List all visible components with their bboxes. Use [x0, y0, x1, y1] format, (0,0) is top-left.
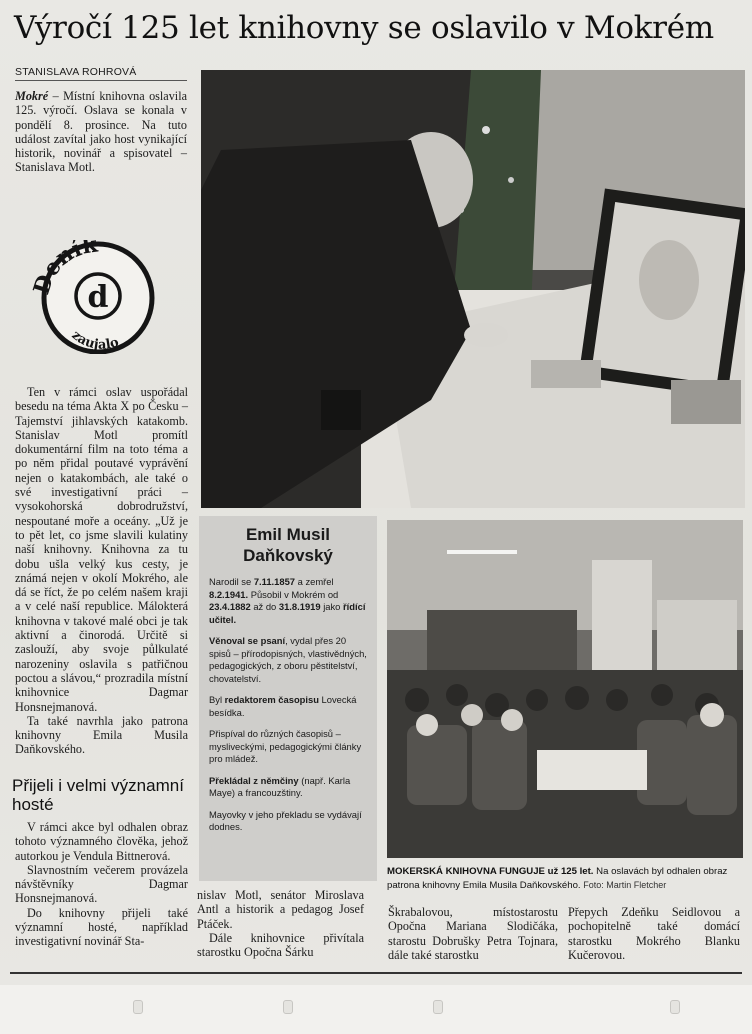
info-box-para: Byl redaktorem časopisu Lovecká besídka. [209, 694, 357, 718]
headline: Výročí 125 let knihovny se oslavilo v Mokrém [14, 10, 714, 46]
body1-para: Ten v rámci oslav uspořádal besedu na téma Akta X po Česku – Tajemství jihlavských katakomb. Stanislav Motl promítl dokumentární film na toto téma a po něm přidal poutavé vyprávění nejen o katakombách, ale také o své investigativní práci – vysokohorská dobrodružství, nespoutané moře a oceány. „Už je to pět let, co jsme slavili kulatiny naší knihovny. Knihovna za tu dobu ušla velký kus cesty, je známá nejen v okolí Mokrého, ale dá se říct, že po celém našem kraji a v celé naší republice. Málokterá knihovna v takové malé obci je tak aktivní a činorodá. Určitě si zaslouží, aby svoje půlkulaté narozeniny oslavila s patřičnou poctou a slávou,“ prozradila místní knihovnice Dagmar Honsnejmanová. [15, 385, 188, 714]
info-box-title-line1: Emil Musil [245, 525, 331, 544]
article-body-col4 [568, 905, 740, 962]
bottom-rule [10, 972, 742, 974]
info-box-para: Překládal z němčiny (např. Karla Maye) a francouzštiny. [209, 774, 351, 798]
caption-bold: MOKERSKÁ KNIHOVNA FUNGUJE už 125 let. [387, 866, 594, 877]
audience-photo [387, 520, 743, 858]
body2-para: V rámci akce byl odhalen obraz tohoto významného člověka, jehož autorkou je Vendula Bittnerová. [15, 820, 188, 863]
info-box-para: Mayovky v jeho překladu se vydávají dodnes. [209, 808, 362, 832]
byline: STANISLAVA ROHROVÁ [15, 66, 187, 81]
page-margin [0, 985, 752, 1034]
staple-mark [133, 1000, 143, 1014]
body4-para: Škrabalovou, místostarostu Opočna Mariana Slodičáka, starostu Dobrušky Petra Tojnara, dále také starostku [388, 905, 558, 962]
main-photo [201, 70, 745, 508]
article-body-col3 [388, 905, 558, 962]
denik-zaujalo-stamp [26, 240, 170, 354]
info-box-para: Narodil se 7.11.1857 a zemřel 8.2.1941. Působil v Mokrém od 23.4.1882 až do 31.8.1919 jako řídící učitel. [209, 576, 366, 625]
lead-text: – Místní knihovna oslavila 125. výročí. Oslava se konala v pondělí 8. prosince. Na tuto událost zavítal jako host vynikající historik, novinář a spisovatel – Stanislava Motl. [15, 89, 187, 175]
info-box-title-line2: Daňkovský [243, 546, 333, 565]
staple-mark [283, 1000, 293, 1014]
info-box-emil-musil [199, 516, 377, 881]
body2-para: Do knihovny přijeli také významní hosté, například investigativní novinář Sta- [15, 905, 188, 949]
staple-mark [433, 1000, 443, 1014]
article-body-col2 [197, 888, 364, 959]
body3-para: nislav Motl, senátor Miroslava Antl a historik a pedagog Josef Ptáček. [197, 888, 364, 931]
stamp-letter: d [87, 280, 109, 315]
info-box-title [209, 524, 367, 566]
info-box-para: Přispíval do různých časopisů – mysliveckými, pedagogickými články pro mládež. [209, 728, 362, 764]
photo-credit: Foto: Martin Fletcher [583, 879, 667, 890]
lead-paragraph [15, 89, 187, 175]
body5-para: Přepych Zdeňku Seidlovou a pochopitelně také domácí starostku Mokrého Blanku Kučerovou. [568, 905, 740, 962]
body3-para: Dále knihovnice přivítala starostku Opočna Šárku [197, 930, 364, 960]
stamp-tagline: zaujalo [68, 327, 121, 353]
photo-caption [387, 866, 744, 892]
lead-place: Mokré [15, 89, 49, 103]
info-box-para: Věnoval se psaní, vydal přes 20 spisů – přírodopisných, vlastivědných, pedagogických, z oboru pěstitelství, chovatelství. [209, 635, 367, 684]
article-body-col1-bottom [15, 820, 188, 949]
body1-para: Ta také navrhla jako patrona knihovny Emila Musila Daňkovského. [15, 713, 188, 757]
caption-text: Na oslavách byl odhalen obraz patrona knihovny Emila Musila Daňkovského. [387, 866, 728, 891]
subheadline: Přijeli i velmi významní hosté [12, 776, 184, 814]
article-body-col1 [15, 385, 188, 757]
stamp-brand: Deník [28, 240, 100, 298]
body2-para: Slavnostním večerem provázela návštěvníky Dagmar Honsnejmanová. [15, 862, 188, 906]
staple-mark [670, 1000, 680, 1014]
